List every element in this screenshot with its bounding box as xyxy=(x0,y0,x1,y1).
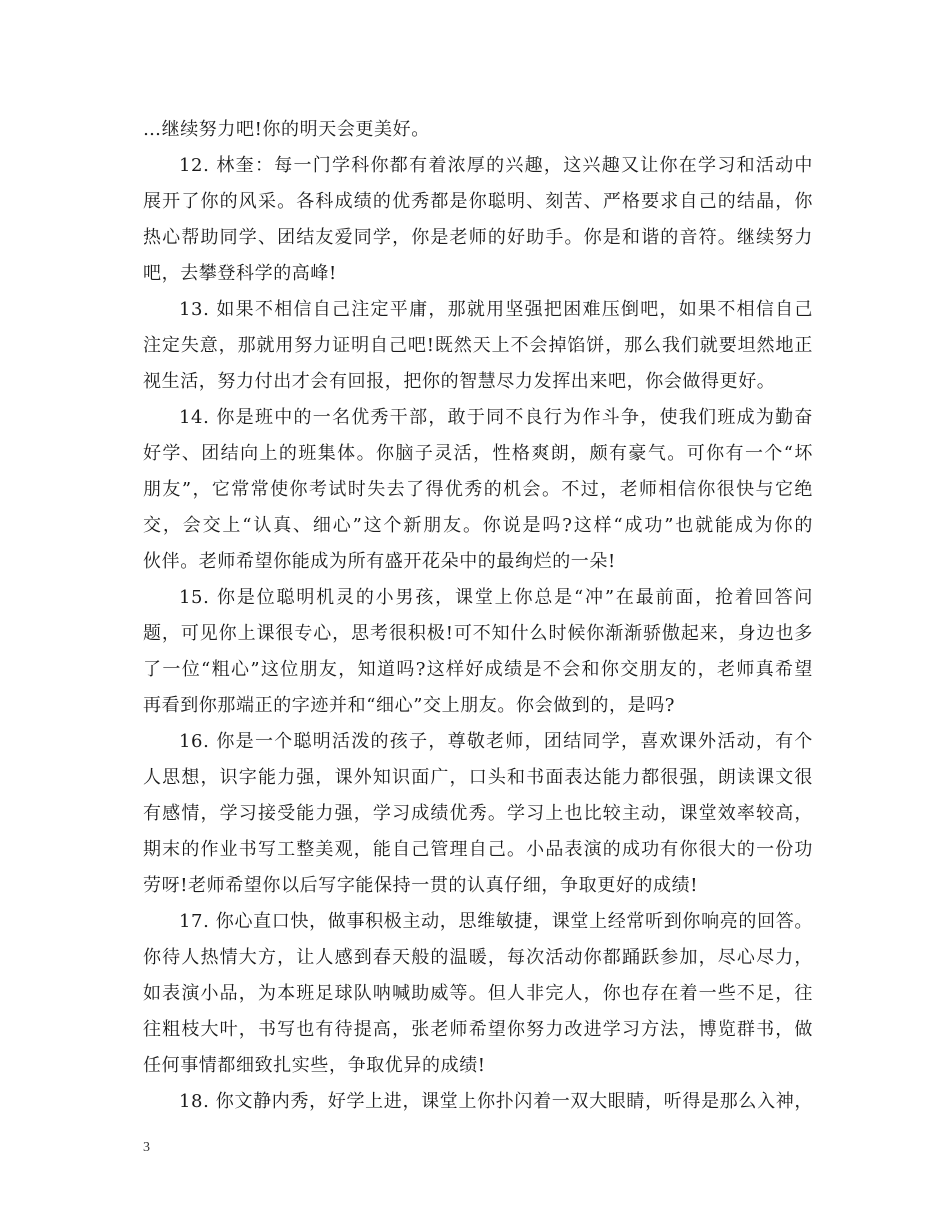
text-line: 13. 如果不相信自己注定平庸，那就用坚强把困难压倒吧，如果不相信自己 xyxy=(179,299,813,320)
text-line: 任何事情都细致扎实些，争取优异的成绩! xyxy=(143,1055,486,1076)
text-line: 朋友”，它常常使你考试时失去了得优秀的机会。不过，老师相信你很快与它绝 xyxy=(143,479,813,500)
text-line: 有感情，学习接受能力强，学习成绩优秀。学习上也比较主动，课堂效率较高， xyxy=(143,803,813,824)
text-line: 伙伴。老师希望你能成为所有盛开花朵中的最绚烂的一朵! xyxy=(143,551,616,572)
text-line: 交，会交上“认真、细心”这个新朋友。你说是吗?这样“成功”也就能成为你的 xyxy=(143,515,813,536)
text-line: 15. 你是位聪明机灵的小男孩，课堂上你总是“冲”在最前面，抢着回答问 xyxy=(179,587,813,608)
text-line: 往粗枝大叶，书写也有待提高，张老师希望你努力改进学习方法，博览群书，做 xyxy=(143,1019,813,1040)
text-line: 注定失意，那就用努力证明自己吧!既然天上不会掉馅饼，那么我们就要坦然地正 xyxy=(143,335,813,356)
text-line: 18. 你文静内秀，好学上进，课堂上你扑闪着一双大眼睛，听得是那么入神， xyxy=(179,1091,813,1112)
text-line: 热心帮助同学、团结友爱同学，你是老师的好助手。你是和谐的音符。继续努力 xyxy=(143,227,813,248)
text-line: 17. 你心直口快，做事积极主动，思维敏捷，课堂上经常听到你响亮的回答。 xyxy=(179,911,813,932)
text-line: 人思想，识字能力强，课外知识面广，口头和书面表达能力都很强，朗读课文很 xyxy=(143,767,813,788)
text-line: …继续努力吧!你的明天会更美好。 xyxy=(143,119,430,140)
text-line: 好学、团结向上的班集体。你脑子灵活，性格爽朗，颇有豪气。可你有一个“坏 xyxy=(143,443,813,464)
text-line: 展开了你的风采。各科成绩的优秀都是你聪明、刻苦、严格要求自己的结晶，你 xyxy=(143,191,813,212)
text-line: 视生活，努力付出才会有回报，把你的智慧尽力发挥出来吧，你会做得更好。 xyxy=(143,371,776,392)
text-line: 期末的作业书写工整美观，能自己管理自己。小品表演的成功有你很大的一份功 xyxy=(143,839,813,860)
text-line: 再看到你那端正的字迹并和“细心”交上朋友。你会做到的，是吗? xyxy=(143,695,676,716)
text-line: 16. 你是一个聪明活泼的孩子，尊敬老师，团结同学，喜欢课外活动，有个 xyxy=(179,731,813,752)
text-line: 吧，去攀登科学的高峰! xyxy=(143,263,337,284)
text-line: 了一位“粗心”这位朋友，知道吗?这样好成绩是不会和你交朋友的，老师真希望 xyxy=(143,659,813,680)
body-text xyxy=(143,112,813,1120)
text-line: 如表演小品，为本班足球队呐喊助威等。但人非完人，你也存在着一些不足，往 xyxy=(143,983,813,1004)
text-line: 你待人热情大方，让人感到春天般的温暖，每次活动你都踊跃参加，尽心尽力， xyxy=(143,947,813,968)
page-number: 3 xyxy=(143,1140,150,1155)
text-line: 劳呀!老师希望你以后写字能保持一贯的认真仔细，争取更好的成绩! xyxy=(143,875,699,896)
text-line: 12. 林奎：每一门学科你都有着浓厚的兴趣，这兴趣又让你在学习和活动中 xyxy=(179,155,813,176)
text-line: 题，可见你上课很专心，思考很积极!可不知什么时候你渐渐骄傲起来，身边也多 xyxy=(143,623,813,644)
text-line: 14. 你是班中的一名优秀干部，敢于同不良行为作斗争，使我们班成为勤奋 xyxy=(179,407,813,428)
